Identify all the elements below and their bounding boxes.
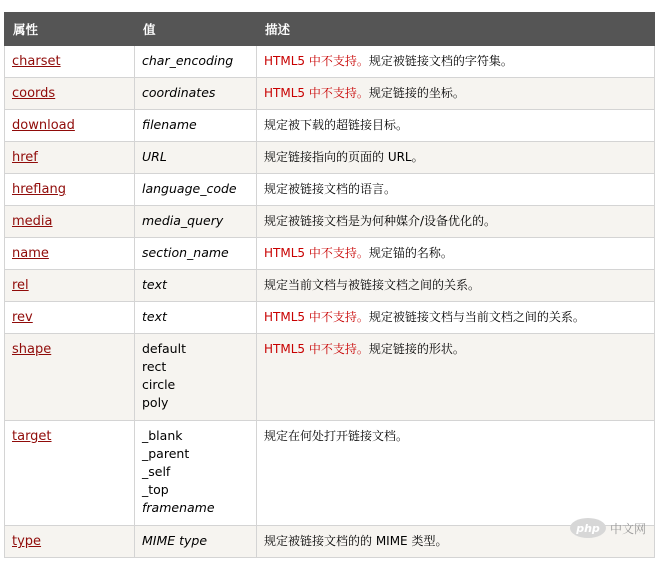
description-text: 规定被链接文档的的 MIME 类型。 (264, 534, 448, 548)
description-text: 规定被链接文档的字符集。 (368, 54, 513, 68)
description-text: 规定被链接文档是为何种媒介/设备优化的。 (264, 214, 497, 228)
description-cell (257, 142, 655, 174)
table-row (5, 421, 655, 526)
value-text: _top (142, 482, 169, 497)
unsupported-note: HTML5 中不支持。 (264, 342, 369, 356)
description-cell (257, 110, 655, 142)
description-cell (257, 421, 655, 526)
description-text: 规定链接的坐标。 (368, 86, 465, 100)
php-logo-icon: php (570, 518, 606, 538)
value-text: char_encoding (142, 53, 234, 68)
value-cell (135, 78, 257, 110)
value-cell (135, 110, 257, 142)
table-row (5, 206, 655, 238)
value-text: coordinates (142, 85, 216, 100)
attr-cell (5, 526, 135, 558)
attr-cell (5, 78, 135, 110)
table-body (5, 46, 655, 558)
attr-link-download[interactable]: download (12, 118, 75, 133)
attr-link-hreflang[interactable]: hreflang (12, 182, 66, 197)
attr-link-target[interactable]: target (12, 429, 52, 444)
header-value: 值 (135, 13, 257, 46)
value-text: circle (142, 377, 176, 392)
attr-cell (5, 206, 135, 238)
table-row (5, 78, 655, 110)
description-cell (257, 334, 655, 421)
description-text: 规定被链接文档与当前文档之间的关系。 (368, 310, 585, 324)
unsupported-note: HTML5 中不支持。 (264, 86, 369, 100)
description-cell (257, 270, 655, 302)
description-cell (257, 238, 655, 270)
value-text: language_code (142, 181, 237, 196)
value-text: URL (142, 149, 167, 164)
table-row (5, 526, 655, 558)
description-text: 规定锚的名称。 (368, 246, 453, 260)
watermark-text: 中文网 (610, 521, 647, 536)
description-cell (257, 46, 655, 78)
description-cell (257, 174, 655, 206)
attr-link-shape[interactable]: shape (12, 342, 52, 357)
value-cell (135, 46, 257, 78)
attr-link-media[interactable]: media (12, 214, 53, 229)
value-cell (135, 142, 257, 174)
attr-cell (5, 142, 135, 174)
description-text: 规定链接指向的页面的 URL。 (264, 150, 424, 164)
attr-cell (5, 334, 135, 421)
description-cell (257, 78, 655, 110)
value-text: filename (142, 117, 197, 132)
value-cell (135, 206, 257, 238)
table-row (5, 174, 655, 206)
description-text: 规定被下载的超链接目标。 (264, 118, 409, 132)
table-row (5, 302, 655, 334)
attr-cell (5, 238, 135, 270)
attr-cell (5, 270, 135, 302)
attr-link-coords[interactable]: coords (12, 86, 56, 101)
unsupported-note: HTML5 中不支持。 (264, 310, 369, 324)
attr-link-href[interactable]: href (12, 150, 38, 165)
description-cell (257, 302, 655, 334)
value-cell (135, 238, 257, 270)
value-text: _parent (142, 446, 190, 461)
attr-cell (5, 302, 135, 334)
value-text: framename (142, 500, 215, 515)
attr-link-charset[interactable]: charset (12, 54, 61, 69)
description-text: 规定当前文档与被链接文档之间的关系。 (264, 278, 481, 292)
attr-cell (5, 46, 135, 78)
attr-cell (5, 421, 135, 526)
value-cell (135, 302, 257, 334)
description-cell (257, 206, 655, 238)
value-text: _self (142, 464, 171, 479)
value-text: rect (142, 359, 167, 374)
table-row (5, 270, 655, 302)
value-text: poly (142, 395, 169, 410)
table-row (5, 334, 655, 421)
attribute-table (4, 12, 655, 558)
description-text: 规定被链接文档的语言。 (264, 182, 397, 196)
value-cell (135, 421, 257, 526)
table-row (5, 46, 655, 78)
header-description: 描述 (257, 13, 655, 46)
value-text: _blank (142, 428, 183, 443)
attr-link-name[interactable]: name (12, 246, 49, 261)
table-row (5, 110, 655, 142)
unsupported-note: HTML5 中不支持。 (264, 54, 369, 68)
attr-link-rel[interactable]: rel (12, 278, 29, 293)
table-row (5, 238, 655, 270)
value-text: default (142, 341, 186, 356)
value-text: section_name (142, 245, 229, 260)
attr-link-rev[interactable]: rev (12, 310, 33, 325)
attr-cell (5, 174, 135, 206)
value-cell (135, 526, 257, 558)
attr-cell (5, 110, 135, 142)
php-cn-watermark (570, 517, 658, 539)
value-text: text (142, 277, 167, 292)
header-attribute: 属性 (5, 13, 135, 46)
value-cell (135, 174, 257, 206)
table-header-row (5, 13, 655, 46)
value-text: text (142, 309, 167, 324)
value-cell (135, 270, 257, 302)
value-text: media_query (142, 213, 224, 228)
description-text: 规定在何处打开链接文档。 (264, 429, 409, 443)
value-text: MIME type (142, 533, 208, 548)
description-text: 规定链接的形状。 (368, 342, 465, 356)
attr-link-type[interactable]: type (12, 534, 42, 549)
unsupported-note: HTML5 中不支持。 (264, 246, 369, 260)
value-cell (135, 334, 257, 421)
table-row (5, 142, 655, 174)
